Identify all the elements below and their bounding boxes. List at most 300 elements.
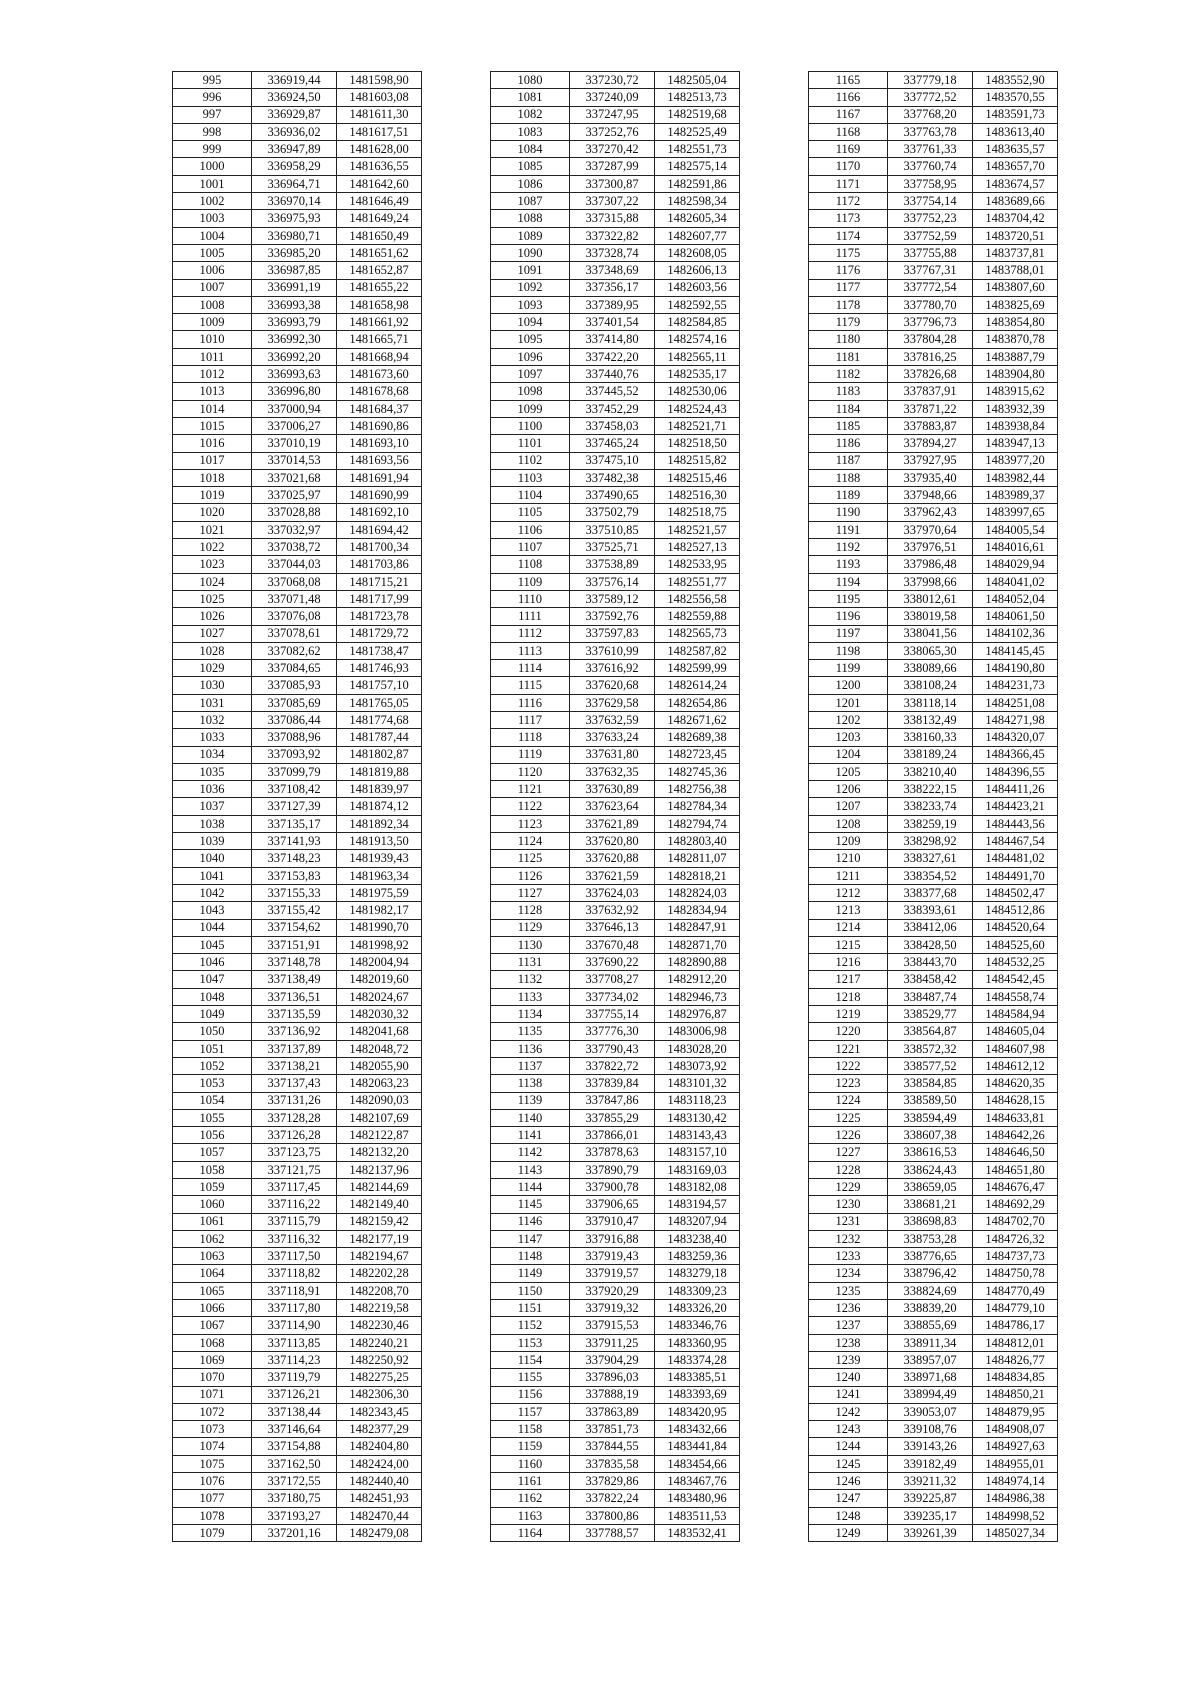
- y-coordinate-cell: 1482606,13: [655, 262, 740, 279]
- point-number-cell: 1183: [809, 383, 888, 400]
- table-row: [809, 1473, 1058, 1490]
- point-number-cell: 1220: [809, 1023, 888, 1040]
- point-number-cell: 1213: [809, 902, 888, 919]
- table-row: [173, 1144, 422, 1161]
- y-coordinate-cell: 1484481,02: [973, 850, 1058, 867]
- point-number-cell: 1013: [173, 383, 252, 400]
- table-row: [173, 1334, 422, 1351]
- table-row: [491, 1057, 740, 1074]
- y-coordinate-cell: 1483259,36: [655, 1248, 740, 1265]
- table-row: [809, 348, 1058, 365]
- table-row: [809, 1179, 1058, 1196]
- x-coordinate-cell: 337752,23: [888, 210, 973, 227]
- x-coordinate-cell: 336958,29: [252, 158, 337, 175]
- point-number-cell: 995: [173, 72, 252, 89]
- x-coordinate-cell: 336985,20: [252, 244, 337, 261]
- point-number-cell: 1247: [809, 1490, 888, 1507]
- y-coordinate-cell: 1484532,25: [973, 954, 1058, 971]
- point-number-cell: 1065: [173, 1282, 252, 1299]
- y-coordinate-cell: 1481692,10: [337, 504, 422, 521]
- point-number-cell: 1052: [173, 1057, 252, 1074]
- table-row: [173, 539, 422, 556]
- x-coordinate-cell: 338796,42: [888, 1265, 973, 1282]
- point-number-cell: 1180: [809, 331, 888, 348]
- table-row: [809, 400, 1058, 417]
- point-number-cell: 1109: [491, 573, 570, 590]
- table-row: [491, 884, 740, 901]
- y-coordinate-cell: 1484812,01: [973, 1334, 1058, 1351]
- table-row: [491, 660, 740, 677]
- y-coordinate-cell: 1482565,11: [655, 348, 740, 365]
- point-number-cell: 1164: [491, 1524, 570, 1541]
- y-coordinate-cell: 1484029,94: [973, 556, 1058, 573]
- x-coordinate-cell: 338564,87: [888, 1023, 973, 1040]
- table-row: [491, 262, 740, 279]
- point-number-cell: 1189: [809, 487, 888, 504]
- y-coordinate-cell: 1483374,28: [655, 1351, 740, 1368]
- x-coordinate-cell: 337193,27: [252, 1507, 337, 1524]
- y-coordinate-cell: 1482451,93: [337, 1490, 422, 1507]
- y-coordinate-cell: 1482159,42: [337, 1213, 422, 1230]
- y-coordinate-cell: 1482794,74: [655, 815, 740, 832]
- point-number-cell: 1101: [491, 435, 570, 452]
- table-row: [173, 141, 422, 158]
- x-coordinate-cell: 337888,19: [570, 1386, 655, 1403]
- point-number-cell: 1061: [173, 1213, 252, 1230]
- x-coordinate-cell: 337822,72: [570, 1057, 655, 1074]
- x-coordinate-cell: 338118,14: [888, 694, 973, 711]
- point-number-cell: 1003: [173, 210, 252, 227]
- table-row: [491, 452, 740, 469]
- point-number-cell: 1133: [491, 988, 570, 1005]
- y-coordinate-cell: 1483825,69: [973, 296, 1058, 313]
- y-coordinate-cell: 1484525,60: [973, 936, 1058, 953]
- x-coordinate-cell: 337490,65: [570, 487, 655, 504]
- y-coordinate-cell: 1483385,51: [655, 1369, 740, 1386]
- point-number-cell: 1016: [173, 435, 252, 452]
- x-coordinate-cell: 337800,86: [570, 1507, 655, 1524]
- point-number-cell: 1006: [173, 262, 252, 279]
- table-row: [173, 1300, 422, 1317]
- y-coordinate-cell: 1483143,43: [655, 1127, 740, 1144]
- point-number-cell: 1090: [491, 244, 570, 261]
- y-coordinate-cell: 1482516,30: [655, 487, 740, 504]
- point-number-cell: 1127: [491, 884, 570, 901]
- y-coordinate-cell: 1483073,92: [655, 1057, 740, 1074]
- point-number-cell: 1086: [491, 175, 570, 192]
- point-number-cell: 1089: [491, 227, 570, 244]
- y-coordinate-cell: 1482818,21: [655, 867, 740, 884]
- y-coordinate-cell: 1481665,71: [337, 331, 422, 348]
- y-coordinate-cell: 1482122,87: [337, 1127, 422, 1144]
- y-coordinate-cell: 1482219,58: [337, 1300, 422, 1317]
- y-coordinate-cell: 1483101,32: [655, 1075, 740, 1092]
- x-coordinate-cell: 338824,69: [888, 1282, 973, 1299]
- table-row: [809, 123, 1058, 140]
- table-row: [491, 1265, 740, 1282]
- x-coordinate-cell: 337021,68: [252, 469, 337, 486]
- y-coordinate-cell: 1483570,55: [973, 89, 1058, 106]
- point-number-cell: 1010: [173, 331, 252, 348]
- table-row: [491, 1127, 740, 1144]
- x-coordinate-cell: 337114,23: [252, 1351, 337, 1368]
- x-coordinate-cell: 337044,03: [252, 556, 337, 573]
- point-number-cell: 1050: [173, 1023, 252, 1040]
- y-coordinate-cell: 1483454,66: [655, 1455, 740, 1472]
- y-coordinate-cell: 1481913,50: [337, 833, 422, 850]
- table-row: [173, 729, 422, 746]
- x-coordinate-cell: 337136,51: [252, 988, 337, 1005]
- point-number-cell: 1119: [491, 746, 570, 763]
- y-coordinate-cell: 1482565,73: [655, 625, 740, 642]
- table-row: [173, 608, 422, 625]
- point-number-cell: 1225: [809, 1109, 888, 1126]
- table-row: [173, 469, 422, 486]
- point-number-cell: 1221: [809, 1040, 888, 1057]
- table-row: [809, 1092, 1058, 1109]
- point-number-cell: 1141: [491, 1127, 570, 1144]
- point-number-cell: 1062: [173, 1230, 252, 1247]
- table-row: [491, 383, 740, 400]
- table-row: [491, 677, 740, 694]
- y-coordinate-cell: 1484826,77: [973, 1351, 1058, 1368]
- point-number-cell: 1215: [809, 936, 888, 953]
- y-coordinate-cell: 1482614,24: [655, 677, 740, 694]
- x-coordinate-cell: 337032,97: [252, 521, 337, 538]
- point-number-cell: 1057: [173, 1144, 252, 1161]
- x-coordinate-cell: 337201,16: [252, 1524, 337, 1541]
- y-coordinate-cell: 1484605,04: [973, 1023, 1058, 1040]
- point-number-cell: 1236: [809, 1300, 888, 1317]
- table-row: [809, 1040, 1058, 1057]
- point-number-cell: 1035: [173, 763, 252, 780]
- point-number-cell: 1097: [491, 366, 570, 383]
- x-coordinate-cell: 337835,58: [570, 1455, 655, 1472]
- point-number-cell: 1072: [173, 1403, 252, 1420]
- y-coordinate-cell: 1484702,70: [973, 1213, 1058, 1230]
- table-row: [809, 660, 1058, 677]
- table-row: [809, 556, 1058, 573]
- point-number-cell: 1125: [491, 850, 570, 867]
- y-coordinate-cell: 1484633,81: [973, 1109, 1058, 1126]
- x-coordinate-cell: 337620,80: [570, 833, 655, 850]
- point-number-cell: 1020: [173, 504, 252, 521]
- x-coordinate-cell: 337113,85: [252, 1334, 337, 1351]
- x-coordinate-cell: 337137,43: [252, 1075, 337, 1092]
- y-coordinate-cell: 1483982,44: [973, 469, 1058, 486]
- point-number-cell: 1087: [491, 193, 570, 210]
- y-coordinate-cell: 1481636,55: [337, 158, 422, 175]
- y-coordinate-cell: 1482587,82: [655, 642, 740, 659]
- table-row: [809, 383, 1058, 400]
- table-row: [809, 469, 1058, 486]
- point-number-cell: 1019: [173, 487, 252, 504]
- point-number-cell: 1151: [491, 1300, 570, 1317]
- point-number-cell: 1212: [809, 884, 888, 901]
- y-coordinate-cell: 1481939,43: [337, 850, 422, 867]
- y-coordinate-cell: 1484251,08: [973, 694, 1058, 711]
- coordinate-table-3: [808, 71, 1058, 1542]
- point-number-cell: 1129: [491, 919, 570, 936]
- point-number-cell: 1178: [809, 296, 888, 313]
- point-number-cell: 1017: [173, 452, 252, 469]
- table-row: [173, 123, 422, 140]
- y-coordinate-cell: 1481690,99: [337, 487, 422, 504]
- table-row: [173, 158, 422, 175]
- table-row: [491, 798, 740, 815]
- y-coordinate-cell: 1483420,95: [655, 1403, 740, 1420]
- table-row: [491, 521, 740, 538]
- table-row: [173, 590, 422, 607]
- table-row: [491, 694, 740, 711]
- y-coordinate-cell: 1482515,82: [655, 452, 740, 469]
- x-coordinate-cell: 337755,88: [888, 244, 973, 261]
- y-coordinate-cell: 1481628,00: [337, 141, 422, 158]
- point-number-cell: 1217: [809, 971, 888, 988]
- y-coordinate-cell: 1482440,40: [337, 1473, 422, 1490]
- table-row: [173, 763, 422, 780]
- y-coordinate-cell: 1482598,34: [655, 193, 740, 210]
- table-row: [809, 227, 1058, 244]
- table-row: [173, 556, 422, 573]
- y-coordinate-cell: 1481700,34: [337, 539, 422, 556]
- point-number-cell: 1033: [173, 729, 252, 746]
- x-coordinate-cell: 336991,19: [252, 279, 337, 296]
- point-number-cell: 1176: [809, 262, 888, 279]
- x-coordinate-cell: 338572,32: [888, 1040, 973, 1057]
- x-coordinate-cell: 336929,87: [252, 106, 337, 123]
- x-coordinate-cell: 337986,48: [888, 556, 973, 573]
- x-coordinate-cell: 336964,71: [252, 175, 337, 192]
- x-coordinate-cell: 338681,21: [888, 1196, 973, 1213]
- y-coordinate-cell: 1482004,94: [337, 954, 422, 971]
- table-row: [173, 815, 422, 832]
- y-coordinate-cell: 1484620,35: [973, 1075, 1058, 1092]
- x-coordinate-cell: 338377,68: [888, 884, 973, 901]
- x-coordinate-cell: 337038,72: [252, 539, 337, 556]
- point-number-cell: 1111: [491, 608, 570, 625]
- y-coordinate-cell: 1483552,90: [973, 72, 1058, 89]
- y-coordinate-cell: 1483441,84: [655, 1438, 740, 1455]
- table-row: [809, 936, 1058, 953]
- x-coordinate-cell: 337772,52: [888, 89, 973, 106]
- point-number-cell: 1223: [809, 1075, 888, 1092]
- point-number-cell: 1188: [809, 469, 888, 486]
- x-coordinate-cell: 337631,80: [570, 746, 655, 763]
- table-row: [809, 608, 1058, 625]
- y-coordinate-cell: 1483346,76: [655, 1317, 740, 1334]
- point-number-cell: 1192: [809, 539, 888, 556]
- y-coordinate-cell: 1484542,45: [973, 971, 1058, 988]
- point-number-cell: 1150: [491, 1282, 570, 1299]
- table-row: [809, 1161, 1058, 1178]
- point-number-cell: 1228: [809, 1161, 888, 1178]
- table-row: [173, 1213, 422, 1230]
- y-coordinate-cell: 1483657,70: [973, 158, 1058, 175]
- x-coordinate-cell: 337230,72: [570, 72, 655, 89]
- table-row: [809, 1300, 1058, 1317]
- x-coordinate-cell: 337629,58: [570, 694, 655, 711]
- table-row: [491, 141, 740, 158]
- y-coordinate-cell: 1484646,50: [973, 1144, 1058, 1161]
- point-number-cell: 1208: [809, 815, 888, 832]
- point-number-cell: 1142: [491, 1144, 570, 1161]
- point-number-cell: 1230: [809, 1196, 888, 1213]
- point-number-cell: 1240: [809, 1369, 888, 1386]
- y-coordinate-cell: 1482132,20: [337, 1144, 422, 1161]
- x-coordinate-cell: 337118,91: [252, 1282, 337, 1299]
- x-coordinate-cell: 337768,20: [888, 106, 973, 123]
- y-coordinate-cell: 1481693,10: [337, 435, 422, 452]
- point-number-cell: 1060: [173, 1196, 252, 1213]
- y-coordinate-cell: 1483989,37: [973, 487, 1058, 504]
- x-coordinate-cell: 337247,95: [570, 106, 655, 123]
- table-row: [491, 1300, 740, 1317]
- y-coordinate-cell: 1482048,72: [337, 1040, 422, 1057]
- table-row: [809, 850, 1058, 867]
- table-row: [173, 1351, 422, 1368]
- x-coordinate-cell: 338393,61: [888, 902, 973, 919]
- x-coordinate-cell: 337028,88: [252, 504, 337, 521]
- x-coordinate-cell: 336992,20: [252, 348, 337, 365]
- y-coordinate-cell: 1483915,62: [973, 383, 1058, 400]
- table-row: [491, 1369, 740, 1386]
- table-row: [173, 1196, 422, 1213]
- table-row: [491, 1351, 740, 1368]
- y-coordinate-cell: 1483737,81: [973, 244, 1058, 261]
- x-coordinate-cell: 337632,92: [570, 902, 655, 919]
- point-number-cell: 1239: [809, 1351, 888, 1368]
- y-coordinate-cell: 1482533,95: [655, 556, 740, 573]
- y-coordinate-cell: 1482521,57: [655, 521, 740, 538]
- table-row: [491, 1161, 740, 1178]
- y-coordinate-cell: 1482525,49: [655, 123, 740, 140]
- y-coordinate-cell: 1481661,92: [337, 314, 422, 331]
- y-coordinate-cell: 1483854,80: [973, 314, 1058, 331]
- x-coordinate-cell: 337919,32: [570, 1300, 655, 1317]
- y-coordinate-cell: 1482518,50: [655, 435, 740, 452]
- y-coordinate-cell: 1481839,97: [337, 781, 422, 798]
- point-number-cell: 1186: [809, 435, 888, 452]
- table-row: [809, 919, 1058, 936]
- x-coordinate-cell: 337445,52: [570, 383, 655, 400]
- y-coordinate-cell: 1483028,20: [655, 1040, 740, 1057]
- y-coordinate-cell: 1482515,46: [655, 469, 740, 486]
- x-coordinate-cell: 336993,63: [252, 366, 337, 383]
- point-number-cell: 1147: [491, 1230, 570, 1247]
- x-coordinate-cell: 338698,83: [888, 1213, 973, 1230]
- x-coordinate-cell: 338589,50: [888, 1092, 973, 1109]
- x-coordinate-cell: 337082,62: [252, 642, 337, 659]
- table-row: [809, 867, 1058, 884]
- x-coordinate-cell: 337088,96: [252, 729, 337, 746]
- table-row: [809, 884, 1058, 901]
- point-number-cell: 1021: [173, 521, 252, 538]
- point-number-cell: 1246: [809, 1473, 888, 1490]
- y-coordinate-cell: 1481774,68: [337, 711, 422, 728]
- x-coordinate-cell: 337465,24: [570, 435, 655, 452]
- table-row: [173, 175, 422, 192]
- table-row: [491, 314, 740, 331]
- point-number-cell: 1105: [491, 504, 570, 521]
- table-row: [173, 1386, 422, 1403]
- x-coordinate-cell: 337154,88: [252, 1438, 337, 1455]
- point-number-cell: 1231: [809, 1213, 888, 1230]
- point-number-cell: 1161: [491, 1473, 570, 1490]
- point-number-cell: 1015: [173, 417, 252, 434]
- x-coordinate-cell: 337752,59: [888, 227, 973, 244]
- x-coordinate-cell: 337148,78: [252, 954, 337, 971]
- table-row: [173, 781, 422, 798]
- y-coordinate-cell: 1481715,21: [337, 573, 422, 590]
- table-row: [173, 89, 422, 106]
- table-row: [173, 193, 422, 210]
- point-number-cell: 1098: [491, 383, 570, 400]
- point-number-cell: 1146: [491, 1213, 570, 1230]
- x-coordinate-cell: 337772,54: [888, 279, 973, 296]
- y-coordinate-cell: 1483194,57: [655, 1196, 740, 1213]
- table-row: [491, 417, 740, 434]
- point-number-cell: 1229: [809, 1179, 888, 1196]
- y-coordinate-cell: 1482745,36: [655, 763, 740, 780]
- x-coordinate-cell: 337538,89: [570, 556, 655, 573]
- table-row: [809, 677, 1058, 694]
- table-row: [173, 1179, 422, 1196]
- point-number-cell: 1209: [809, 833, 888, 850]
- table-row: [491, 539, 740, 556]
- table-row: [173, 487, 422, 504]
- table-row: [809, 366, 1058, 383]
- y-coordinate-cell: 1481658,98: [337, 296, 422, 313]
- x-coordinate-cell: 337829,86: [570, 1473, 655, 1490]
- x-coordinate-cell: 338753,28: [888, 1230, 973, 1247]
- table-row: [491, 193, 740, 210]
- table-row: [173, 711, 422, 728]
- point-number-cell: 1113: [491, 642, 570, 659]
- x-coordinate-cell: 337138,21: [252, 1057, 337, 1074]
- x-coordinate-cell: 337458,03: [570, 417, 655, 434]
- x-coordinate-cell: 338160,33: [888, 729, 973, 746]
- y-coordinate-cell: 1483118,23: [655, 1092, 740, 1109]
- x-coordinate-cell: 337117,45: [252, 1179, 337, 1196]
- x-coordinate-cell: 337135,59: [252, 1006, 337, 1023]
- table-row: [491, 1248, 740, 1265]
- table-row: [491, 210, 740, 227]
- point-number-cell: 1083: [491, 123, 570, 140]
- point-number-cell: 1107: [491, 539, 570, 556]
- x-coordinate-cell: 336993,38: [252, 296, 337, 313]
- x-coordinate-cell: 337155,42: [252, 902, 337, 919]
- table-row: [491, 1403, 740, 1420]
- point-number-cell: 1032: [173, 711, 252, 728]
- x-coordinate-cell: 337525,71: [570, 539, 655, 556]
- x-coordinate-cell: 337300,87: [570, 175, 655, 192]
- table-row: [809, 1248, 1058, 1265]
- x-coordinate-cell: 337948,66: [888, 487, 973, 504]
- point-number-cell: 1025: [173, 590, 252, 607]
- x-coordinate-cell: 338089,66: [888, 660, 973, 677]
- y-coordinate-cell: 1484770,49: [973, 1282, 1058, 1299]
- x-coordinate-cell: 337014,53: [252, 452, 337, 469]
- point-number-cell: 1026: [173, 608, 252, 625]
- table-row: [809, 279, 1058, 296]
- point-number-cell: 1069: [173, 1351, 252, 1368]
- x-coordinate-cell: 337632,59: [570, 711, 655, 728]
- x-coordinate-cell: 337620,68: [570, 677, 655, 694]
- table-row: [491, 1006, 740, 1023]
- point-number-cell: 1249: [809, 1524, 888, 1541]
- point-number-cell: 1075: [173, 1455, 252, 1472]
